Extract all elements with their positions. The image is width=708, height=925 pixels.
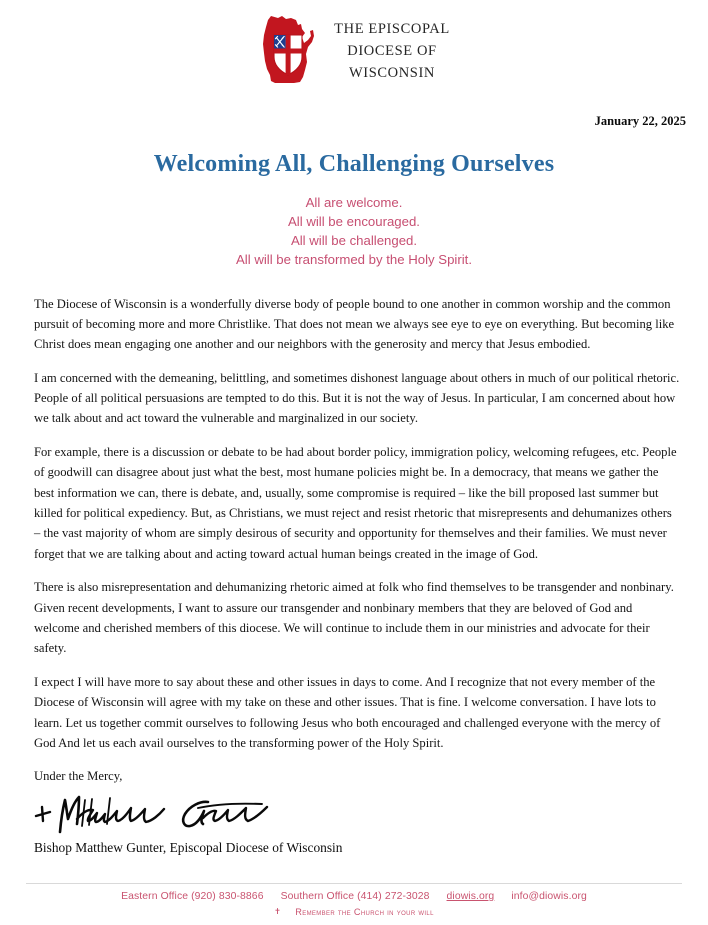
website-link[interactable]: diowis.org [446, 891, 495, 902]
wisconsin-episcopal-shield-logo-icon [258, 13, 320, 89]
bequest-note-text: Remember the Church in your will [295, 907, 434, 917]
cross-icon: ✝ [274, 907, 282, 916]
page-title: Welcoming All, Challenging Ourselves [153, 151, 555, 177]
letter-date: January 22, 2025 [594, 114, 686, 128]
signatory-name: Bishop Matthew Gunter, Episcopal Diocese of Wisconsin [34, 840, 343, 856]
org-name-line-3: WISCONSIN [349, 65, 435, 82]
org-name-line-2: DIOCESE OF [347, 42, 437, 59]
letter-body [34, 294, 680, 754]
tagline-line-1: All are welcome. [305, 195, 403, 210]
tagline-line-4: All will be transformed by the Holy Spirit. [236, 251, 472, 267]
welcome-tagline [0, 194, 708, 270]
eastern-office-contact: Eastern Office (920) 830-8866 [121, 891, 264, 902]
tagline-line-3: All will be challenged. [290, 232, 418, 248]
tagline-line-2: All will be encouraged. [288, 213, 420, 229]
body-paragraph: I expect I will have more to say about these and other issues in days to come. And I recognize that not every member of the Diocese of Wisconsin will agree with my take on these and other issues. That is fine. I welcome conversation. I have lots to learn. Let us together commit ourselves to following Jesus who both encouraged and challenged everyone with the mercy of God And let us each avail ourselves to the transforming power of the Holy Spirit. [34, 674, 661, 750]
body-paragraph: I am concerned with the demeaning, belittling, and sometimes dishonest language about others in much of our political rhetoric. People of all political persuasions are tempted to do this. But it is not the way of Jesus. In particular, I am concerned about how we talk about and act toward the vulnerable and marginalized in our society. [34, 370, 680, 426]
letterhead [0, 0, 708, 92]
footer-contact-line [26, 891, 682, 902]
closing-salutation: Under the Mercy, [34, 769, 123, 784]
page-footer [0, 883, 708, 917]
body-paragraph: The Diocese of Wisconsin is a wonderfully diverse body of people bound to one another in common worship and the common pursuit of becoming more and more Christlike. That does not mean we always see eye to eye on everything. But becoming like Christ does mean engaging one another and our neighbors with the generosity and mercy that Jesus embodied. [34, 296, 675, 352]
signature-image [30, 786, 708, 840]
org-name-line-1: THE EPISCOPAL [334, 20, 450, 37]
body-paragraph: For example, there is a discussion or debate to be had about border policy, immigration policy, welcoming refugees, etc. People of goodwill can disagree about just what the best, most humane policies might be. In a democracy, that means we gather the best information we can, there is debate, and, usually, some compromise is required – like the bill proposed last summer but killed for political expediency. But, as Christians, we must reject and resist rhetoric that misrepresents and dehumanizes others – the vast majority of whom are simply desirous of security and opportunity for themselves and their families. We must never forget that we are talking about and acting toward actual human beings created in the image of God. [34, 444, 677, 561]
footer-divider [26, 883, 682, 884]
body-paragraph: There is also misrepresentation and dehumanizing rhetoric aimed at folk who find themselves to be transgender and nonbinary. Given recent developments, I want to assure our transgender and nonbinary members that they are beloved of God and welcome and cherished members of this diocese. We will continue to include them in our ministries and advocate for their safety. [34, 580, 674, 656]
organization-name [334, 18, 450, 84]
southern-office-contact: Southern Office (414) 272-3028 [280, 891, 430, 902]
email-address[interactable]: info@diowis.org [511, 891, 587, 902]
bequest-note [26, 907, 682, 917]
